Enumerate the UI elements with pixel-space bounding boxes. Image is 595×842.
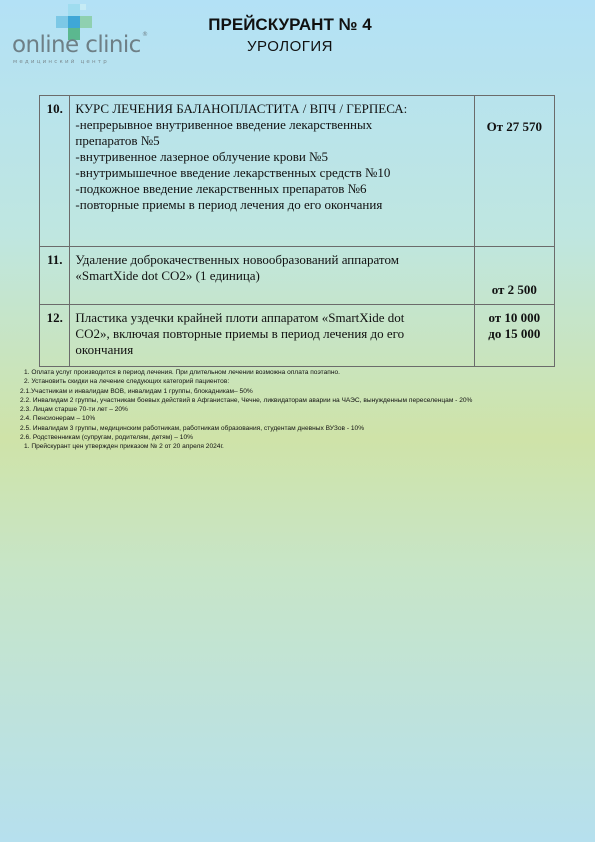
description-line: -внутримышечное введение лекарственных средств №10 bbox=[75, 165, 391, 180]
logo-wordmark: online clinic bbox=[12, 32, 141, 58]
table-row bbox=[40, 96, 555, 247]
row-number: 12. bbox=[40, 305, 70, 367]
table-row bbox=[40, 247, 555, 305]
service-description bbox=[70, 247, 474, 305]
price-line: от 10 000 bbox=[488, 310, 541, 325]
service-price bbox=[474, 247, 554, 305]
description-line: -подкожное введение лекарственных препаратов №6 bbox=[75, 181, 367, 196]
page-subtitle: УРОЛОГИЯ bbox=[247, 38, 333, 55]
description-line: Удаление доброкачественных новообразований аппаратом bbox=[75, 252, 399, 267]
footnote-line: 2.2. Инвалидам 2 группы, участникам боевых действий в Афганистане, Чечне, ликвидаторам аварии на ЧАЭС, вынужденным переселенцам - 20% bbox=[20, 396, 473, 404]
logo-tagline: медицинский центр bbox=[13, 59, 109, 65]
footnote-line: 2.6. Родственникам (супругам, родителям, детям) – 10% bbox=[20, 434, 193, 442]
row-number: 11. bbox=[40, 247, 70, 305]
description-line: препаратов №5 bbox=[75, 133, 160, 148]
description-line: CO2», включая повторные приемы в период лечения до его bbox=[75, 326, 405, 341]
footnote-line: 2. Установить скидки на лечение следующих категорий пациентов: bbox=[24, 378, 230, 386]
table-row bbox=[40, 305, 555, 367]
description-line: КУРС ЛЕЧЕНИЯ БАЛАНОПЛАСТИТА / ВПЧ / ГЕРПЕСА: bbox=[75, 101, 408, 116]
clinic-logo bbox=[12, 4, 147, 66]
footnotes bbox=[20, 368, 590, 452]
footnote-line: 1. Прейскурант цен утвержден приказом № 2 от 20 апреля 2024г. bbox=[24, 443, 224, 451]
service-price bbox=[474, 305, 554, 367]
price-line: От 27 570 bbox=[486, 119, 543, 134]
description-line: окончания bbox=[75, 342, 134, 357]
price-line: до 15 000 bbox=[488, 326, 541, 341]
logo-registered-mark: ® bbox=[142, 31, 148, 38]
description-line: -внутривенное лазерное облучение крови №5 bbox=[75, 149, 328, 164]
page-header bbox=[170, 15, 410, 55]
description-line: Пластика уздечки крайней плоти аппаратом «SmartXide dot bbox=[75, 310, 405, 325]
service-price bbox=[474, 96, 554, 247]
row-number: 10. bbox=[40, 96, 70, 247]
description-line: -непрерывное внутривенное введение лекарственных bbox=[75, 117, 373, 132]
page-title: ПРЕЙСКУРАНТ № 4 bbox=[208, 15, 372, 34]
footnote-line: 2.4. Пенсионерам – 10% bbox=[20, 415, 96, 423]
footnote-line: 2.3. Лицам старше 70-ти лет – 20% bbox=[20, 406, 128, 414]
footnote-line: 1. Оплата услуг производится в период лечения. При длительном лечении возможна оплата поэтапно. bbox=[24, 369, 341, 376]
service-description bbox=[70, 305, 474, 367]
price-line: от 2 500 bbox=[491, 282, 537, 297]
service-description bbox=[70, 96, 474, 247]
description-line: «SmartXide dot CO2» (1 единица) bbox=[75, 268, 260, 283]
footnote-line: 2.1.Участникам и инвалидам ВОВ, инвалидам 1 группы, блокадникам– 50% bbox=[20, 387, 253, 395]
description-line: -повторные приемы в период лечения до его окончания bbox=[75, 197, 383, 212]
footnote-line: 2.5. Инвалидам 3 группы, медицинским работникам, работникам образования, студентам дневных ВУЗов - 10% bbox=[20, 424, 365, 432]
price-table bbox=[39, 95, 555, 367]
